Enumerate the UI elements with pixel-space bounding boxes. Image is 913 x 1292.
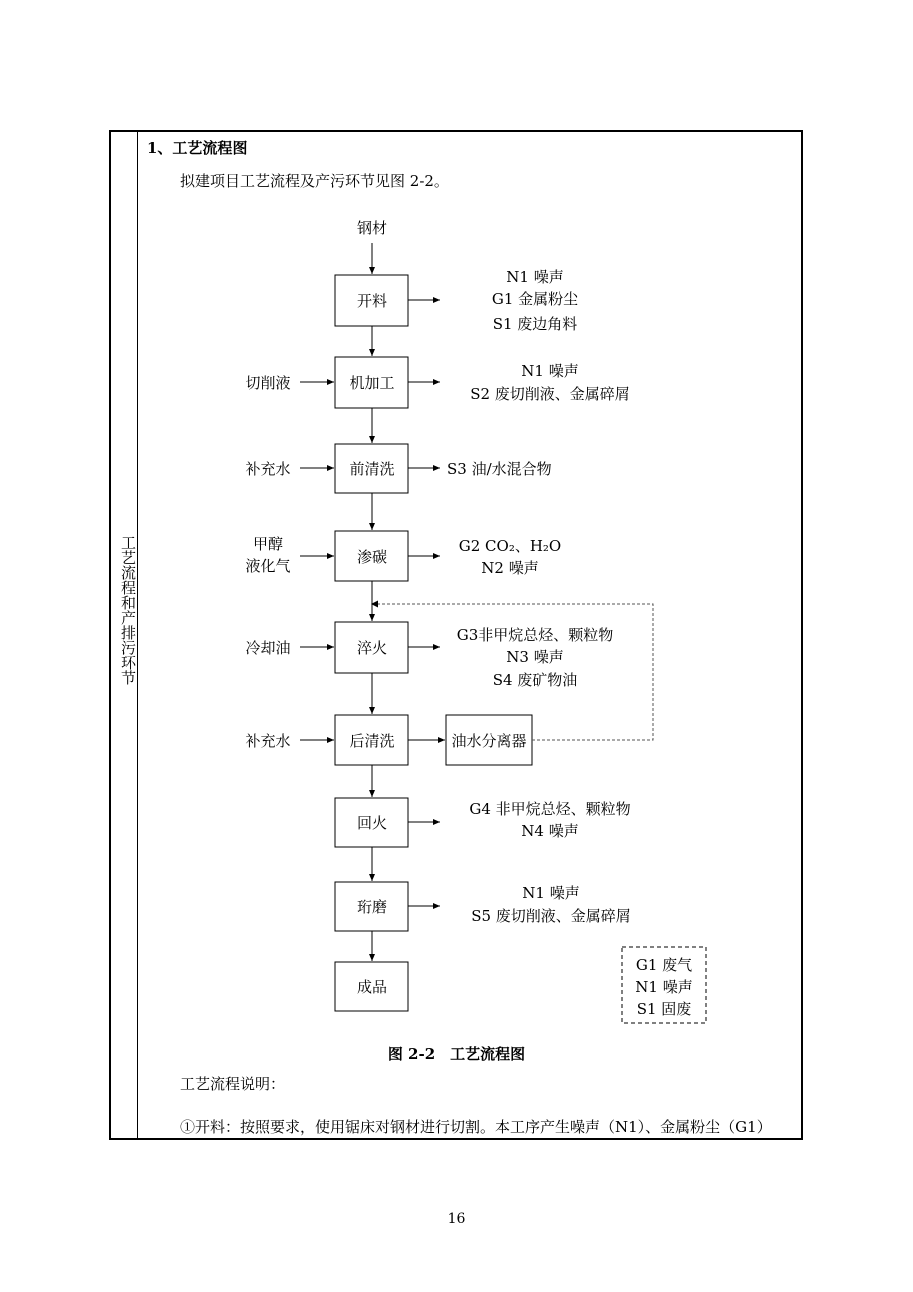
input-lpg: 液化气 xyxy=(245,557,291,575)
input-cutting-fluid: 切削液 xyxy=(245,374,291,392)
description-item-1: ①开料：按照要求，使用锯床对钢材进行切割。本工序产生噪声（N1）、金属粉尘（G1） xyxy=(180,1118,772,1136)
step-label-carburizing: 渗碳 xyxy=(356,548,388,566)
section-heading: 1、工艺流程图 xyxy=(147,139,248,157)
output-quenching-1: G3非甲烷总烃、颗粒物 xyxy=(456,626,614,644)
step-label-cutting: 开料 xyxy=(356,292,388,310)
step-label-pre-cleaning: 前清洗 xyxy=(349,460,395,478)
description-label: 工艺流程说明： xyxy=(180,1075,286,1093)
intro-text: 拟建项目工艺流程及产污环节见图 2-2。 xyxy=(180,172,449,190)
input-makeup-water-1: 补充水 xyxy=(245,460,291,478)
input-steel: 钢材 xyxy=(356,219,388,237)
output-quenching-2: N3 噪声 xyxy=(506,648,564,666)
output-pre-cleaning-1: S3 油/水混合物 xyxy=(447,460,552,478)
output-honing-1: N1 噪声 xyxy=(522,884,580,902)
legend-noise: N1 噪声 xyxy=(635,978,693,996)
output-tempering-1: G4 非甲烷总烃、颗粒物 xyxy=(469,800,631,818)
step-label-machining: 机加工 xyxy=(349,374,395,392)
output-cutting-1: N1 噪声 xyxy=(506,268,564,286)
output-carburizing-2: N2 噪声 xyxy=(481,559,539,577)
page-number: 16 xyxy=(447,1211,466,1227)
output-machining-1: N1 噪声 xyxy=(521,362,579,380)
legend-gas: G1 废气 xyxy=(635,956,693,974)
separator-label: 油水分离器 xyxy=(451,732,527,750)
output-cutting-3: S1 废边角料 xyxy=(492,315,578,333)
output-honing-2: S5 废切削液、金属碎屑 xyxy=(471,907,631,925)
output-carburizing-1: G2 CO₂、H₂O xyxy=(458,537,562,555)
figure-caption: 图 2-2 工艺流程图 xyxy=(387,1045,526,1063)
output-quenching-3: S4 废矿物油 xyxy=(492,671,578,689)
output-machining-2: S2 废切削液、金属碎屑 xyxy=(470,385,630,403)
input-makeup-water-2: 补充水 xyxy=(245,732,291,750)
side-label: 工艺流程和产排污环节 xyxy=(119,535,137,685)
input-methanol: 甲醇 xyxy=(252,535,284,553)
step-label-quenching: 淬火 xyxy=(356,639,388,657)
legend-solid-waste: S1 固废 xyxy=(636,1000,692,1018)
input-cooling-oil: 冷却油 xyxy=(245,639,291,657)
step-label-post-cleaning: 后清洗 xyxy=(349,732,395,750)
output-cutting-2: G1 金属粉尘 xyxy=(491,290,579,308)
output-tempering-2: N4 噪声 xyxy=(521,822,579,840)
step-label-tempering: 回火 xyxy=(356,814,388,832)
step-label-honing: 珩磨 xyxy=(356,898,388,916)
step-label-finished: 成品 xyxy=(356,978,388,996)
